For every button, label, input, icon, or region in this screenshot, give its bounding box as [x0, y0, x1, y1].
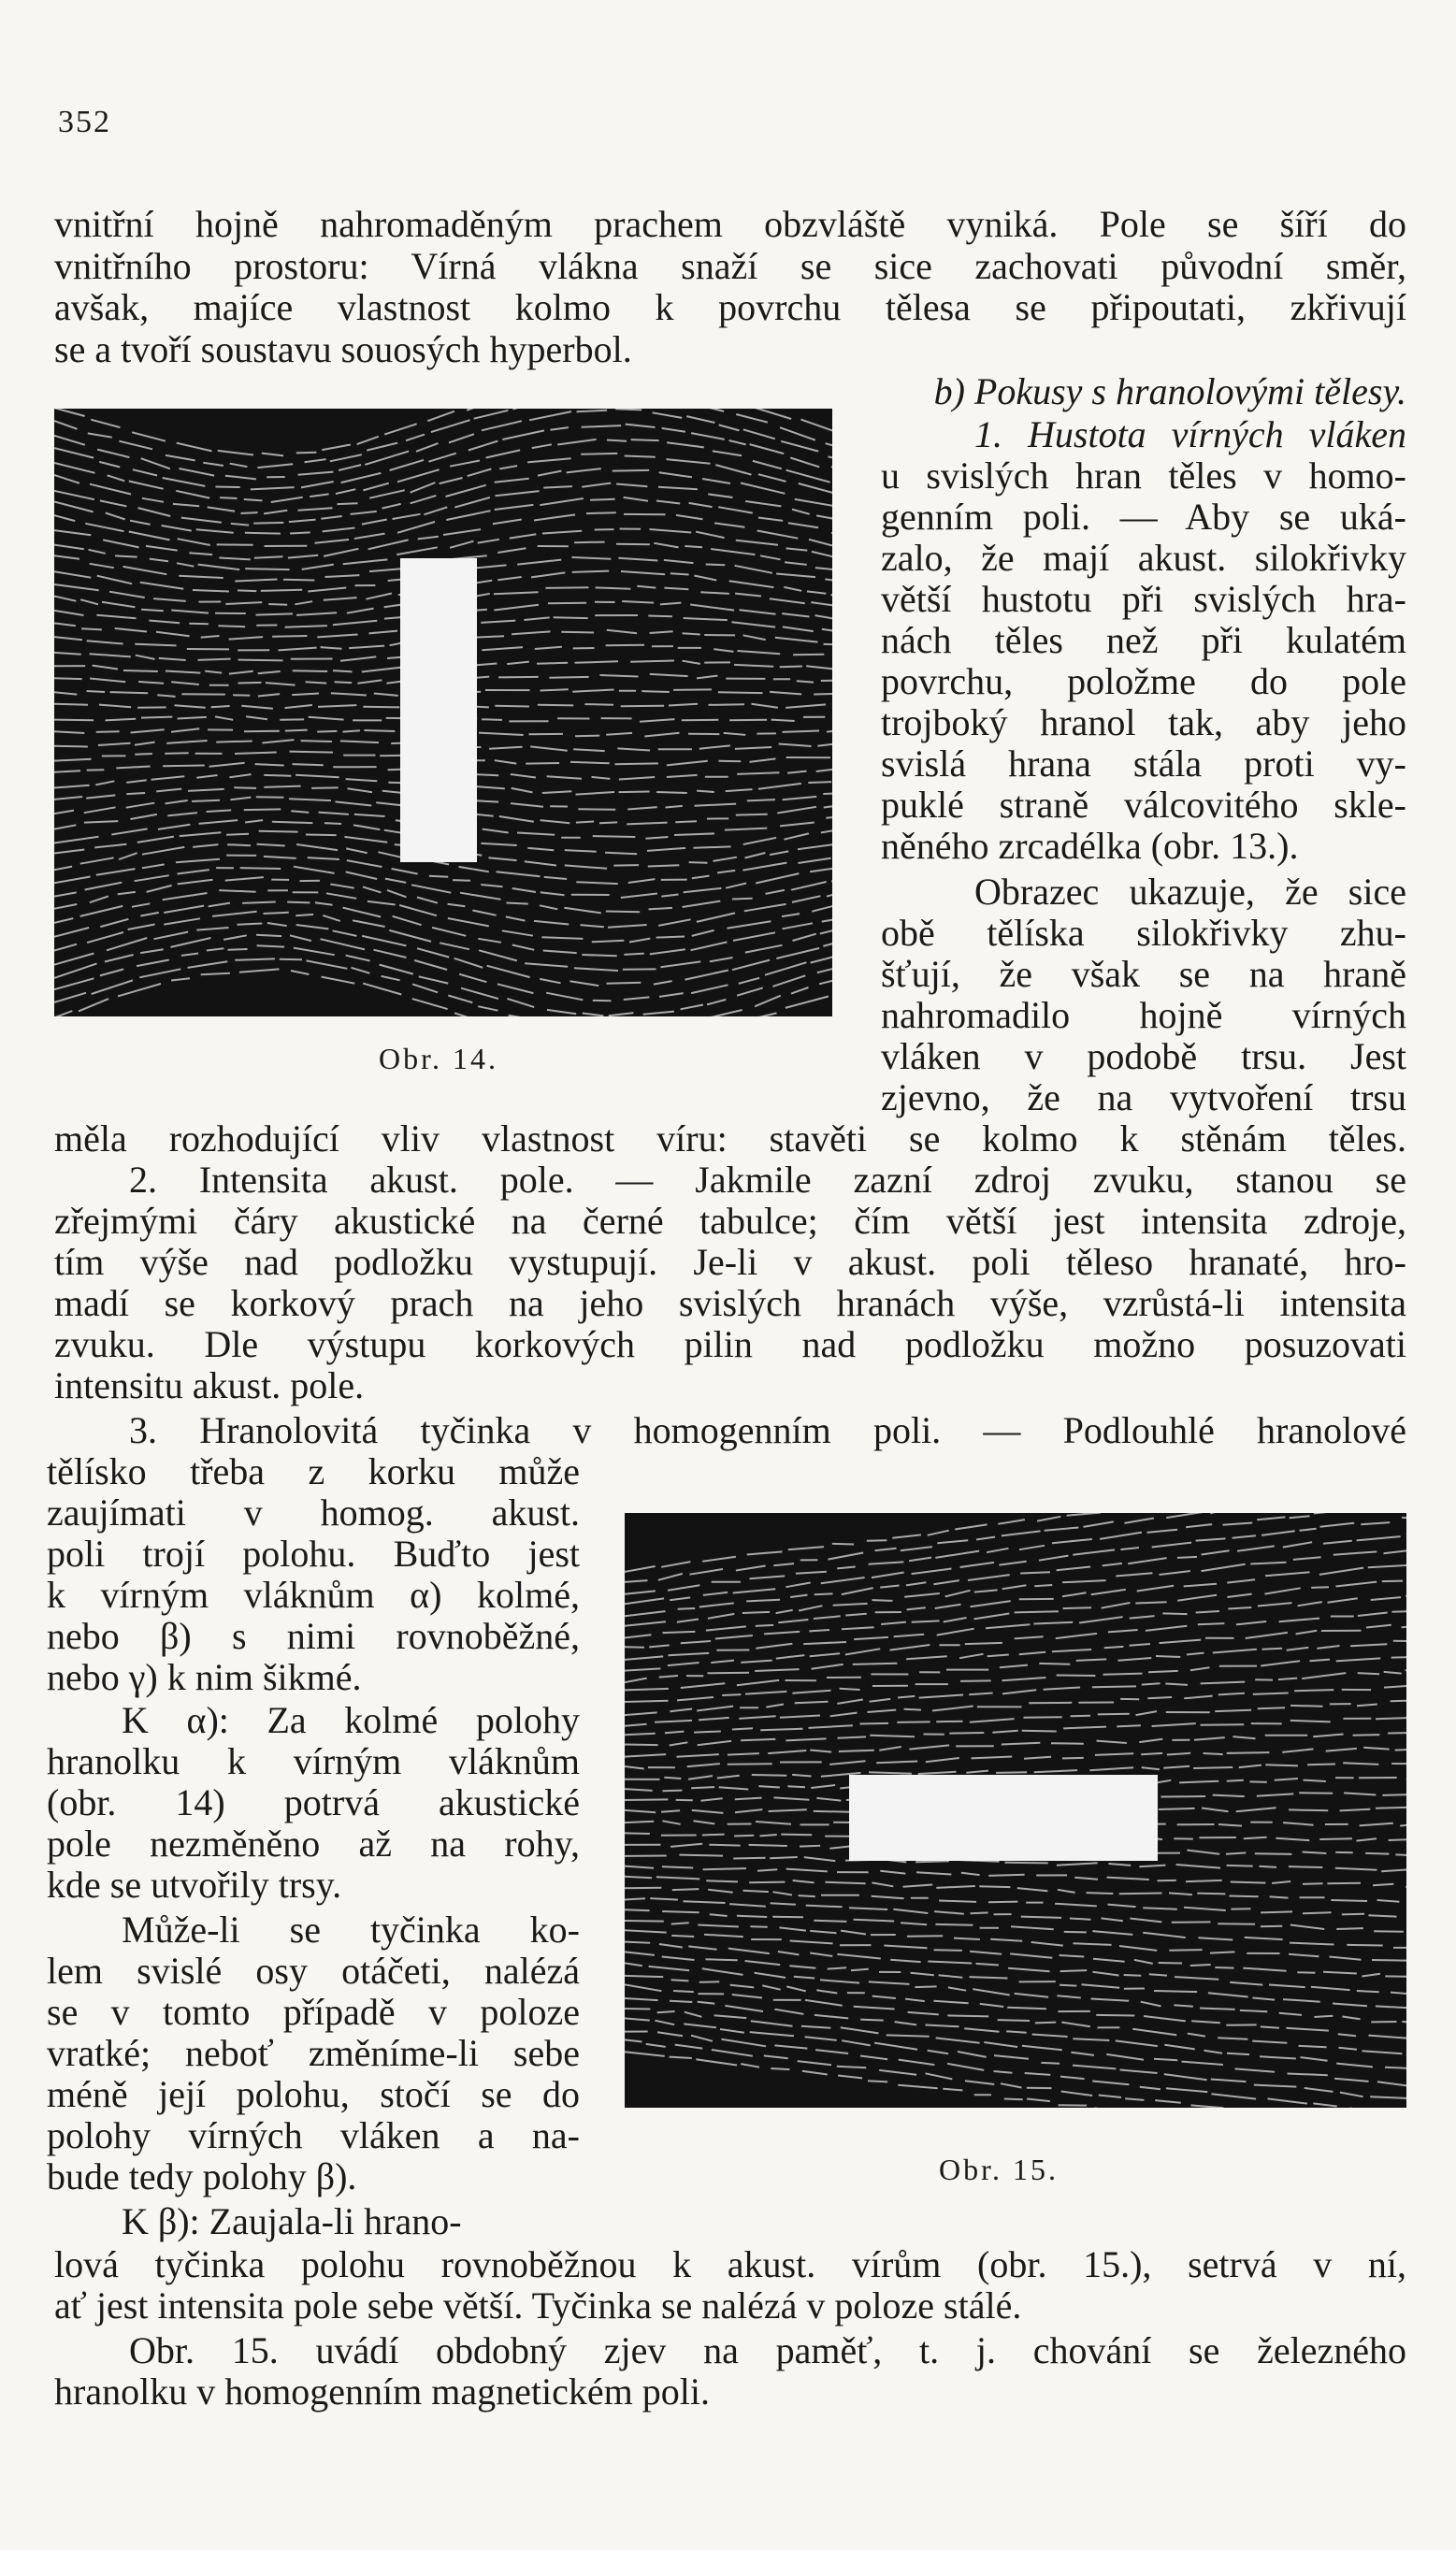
- text-line: vratké; neboť změníme-li sebe: [47, 2032, 580, 2074]
- field-line: [54, 969, 829, 1016]
- field-line: [625, 1942, 1406, 1996]
- text-line: nách těles než při kulatém: [881, 619, 1406, 661]
- text-line: hranolku k vírným vláknům: [47, 1740, 580, 1782]
- text-line: poli trojí polohu. Buďto jest: [47, 1533, 580, 1575]
- text-line: avšak, majíce vlastnost kolmo k povrchu tělesa se připoutati, zkřivují: [54, 286, 1406, 328]
- text-line: puklé straně válcovitého skle-: [881, 784, 1406, 826]
- figure-14-field-lines: [54, 409, 832, 1016]
- text-line: vnitřního prostoru: Vírná vlákna snaží se sice zachovati původní směr,: [54, 245, 1406, 287]
- field-line: [625, 1625, 1406, 1682]
- text-line: u svislých hran těles v homo-: [881, 454, 1406, 497]
- text-line: šťují, že však se na hraně: [881, 953, 1406, 995]
- text-line: zalo, že mají akust. silokřivky: [881, 537, 1406, 579]
- text-line: K β): Zaujala-li hrano-: [122, 2200, 462, 2242]
- field-line: [625, 1952, 1406, 2008]
- text-line: Obrazec ukazuje, že sice: [974, 871, 1406, 913]
- figure-14-caption: Obr. 14.: [379, 1042, 498, 1075]
- text-line: bude tedy polohy β).: [47, 2155, 357, 2197]
- text-line: méně její polohu, stočí se do: [47, 2073, 580, 2115]
- text-line: polohy vírných vláken a na-: [47, 2114, 580, 2156]
- figure-15-photo: [625, 1513, 1406, 2108]
- field-line: [625, 1513, 1406, 1594]
- field-line: [54, 923, 832, 986]
- text-line: zvuku. Dle výstupu korkových pilin nad podložku možno posuzovati: [54, 1323, 1406, 1365]
- field-line: [625, 1565, 1406, 1638]
- text-line: tím výše nad podložku vystupují. Je-li v akust. poli těleso hranaté, hro-: [54, 1241, 1406, 1283]
- text-line: kde se utvořily trsy.: [47, 1864, 342, 1906]
- figure-14-rod: [400, 558, 477, 862]
- text-line: se v tomto případě v poloze: [47, 1991, 580, 2033]
- field-line: [625, 2032, 1406, 2109]
- field-line: [54, 497, 832, 546]
- text-line: povrchu, položme do pole: [881, 660, 1406, 702]
- text-line: k vírným vláknům α) kolmé,: [47, 1574, 580, 1616]
- text-line: hranolku v homogenním magnetickém poli.: [54, 2370, 710, 2413]
- text-line: Může-li se tyčinka ko-: [122, 1909, 580, 1951]
- field-line: [54, 454, 832, 514]
- text-line: Obr. 15. uvádí obdobný zjev na paměť, t. j. chování se železného: [129, 2329, 1406, 2371]
- text-line: vnitřní hojně nahromaděným prachem obzvláště vyniká. Pole se šíří do: [54, 203, 1406, 245]
- field-line: [625, 1963, 1406, 2024]
- field-line: [54, 890, 832, 942]
- section-heading: b) Pokusy s hranolovými tělesy.: [933, 370, 1406, 412]
- text-line: zřejmými čáry akustické na černé tabulce; čím větší jest intensita zdroje,: [54, 1200, 1406, 1242]
- field-line: [625, 2052, 1406, 2108]
- field-line: [625, 1909, 1406, 1948]
- field-line: [54, 439, 830, 502]
- field-line: [625, 1998, 1406, 2069]
- field-line: [625, 1888, 1397, 1917]
- text-line: 2. Intensita akust. pole. — Jakmile zazní zdroj zvuku, stanou se: [129, 1159, 1406, 1201]
- figure-15-field-lines: [625, 1513, 1406, 2108]
- figure-14-photo: [54, 409, 832, 1016]
- text-line: se a tvoří soustavu souosých hyperbol.: [54, 328, 632, 370]
- text-line: něného zrcadélka (obr. 13.).: [881, 825, 1299, 867]
- field-line: [54, 912, 832, 971]
- field-line: [625, 1549, 1406, 1626]
- text-line: genním poli. — Aby se uká-: [881, 496, 1406, 538]
- text-line: K α): Za kolmé polohy: [122, 1699, 580, 1741]
- field-line: [625, 1513, 1406, 1582]
- text-line: tělísko třeba z korku může: [47, 1450, 580, 1492]
- text-line: trojboký hranol tak, aby jeho: [881, 701, 1406, 743]
- field-line: [54, 483, 832, 534]
- figure-15-rod: [849, 1775, 1158, 1861]
- text-line: 1. Hustota vírných vláken: [974, 413, 1406, 455]
- text-line: zjevno, že na vytvoření trsu: [881, 1076, 1406, 1118]
- field-line: [625, 1685, 1406, 1726]
- text-line: ať jest intensita pole sebe větší. Tyčinka se nalézá v poloze stálé.: [54, 2284, 1022, 2327]
- text-line: madí se korkový prach na jeho svislých hranách výše, vzrůstá-li intensita: [54, 1282, 1406, 1324]
- text-line: zaujímati v homog. akust.: [47, 1491, 580, 1534]
- text-line: intensitu akust. pole.: [54, 1364, 365, 1406]
- field-line: [625, 1670, 1406, 1715]
- text-line: svislá hrana stála proti vy-: [881, 742, 1406, 785]
- text-line: větší hustotu při svislých hra-: [881, 578, 1406, 620]
- field-line: [625, 1866, 1406, 1887]
- field-line: [625, 1718, 1406, 1746]
- text-line: vláken v podobě trsu. Jest: [881, 1035, 1406, 1077]
- field-line: [625, 1984, 1406, 2055]
- text-line: 3. Hranolovitá tyčinka v homogenním poli. — Podlouhlé hranolové: [129, 1409, 1406, 1451]
- text-line: nebo γ) k nim šikmé.: [47, 1656, 362, 1698]
- figure-15-caption: Obr. 15.: [939, 2153, 1059, 2186]
- text-line: obě tělíska silokřivky zhu-: [881, 912, 1406, 954]
- text-line: pole nezměněno až na rohy,: [47, 1822, 580, 1865]
- text-line: měla rozhodující vliv vlastnost víru: stavěti se kolmo k stěnám těles.: [54, 1117, 1406, 1160]
- field-line: [625, 1877, 1399, 1902]
- field-line: [625, 1518, 1406, 1604]
- text-line: nahromadilo hojně vírných: [881, 994, 1406, 1036]
- page-number: 352: [58, 105, 111, 139]
- field-line: [54, 468, 832, 525]
- field-line: [54, 409, 832, 455]
- text-line: lová tyčinka polohu rovnoběžnou k akust. vírům (obr. 15.), setrvá v ní,: [54, 2243, 1406, 2285]
- text-line: lem svislé osy otáčeti, nalézá: [47, 1950, 580, 1992]
- text-line: nebo β) s nimi rovnoběžné,: [47, 1615, 580, 1657]
- field-line: [625, 1733, 1406, 1757]
- field-line: [54, 409, 832, 479]
- text-line: (obr. 14) potrvá akustické: [47, 1781, 580, 1823]
- field-line: [625, 1641, 1406, 1691]
- field-line: [625, 1581, 1403, 1648]
